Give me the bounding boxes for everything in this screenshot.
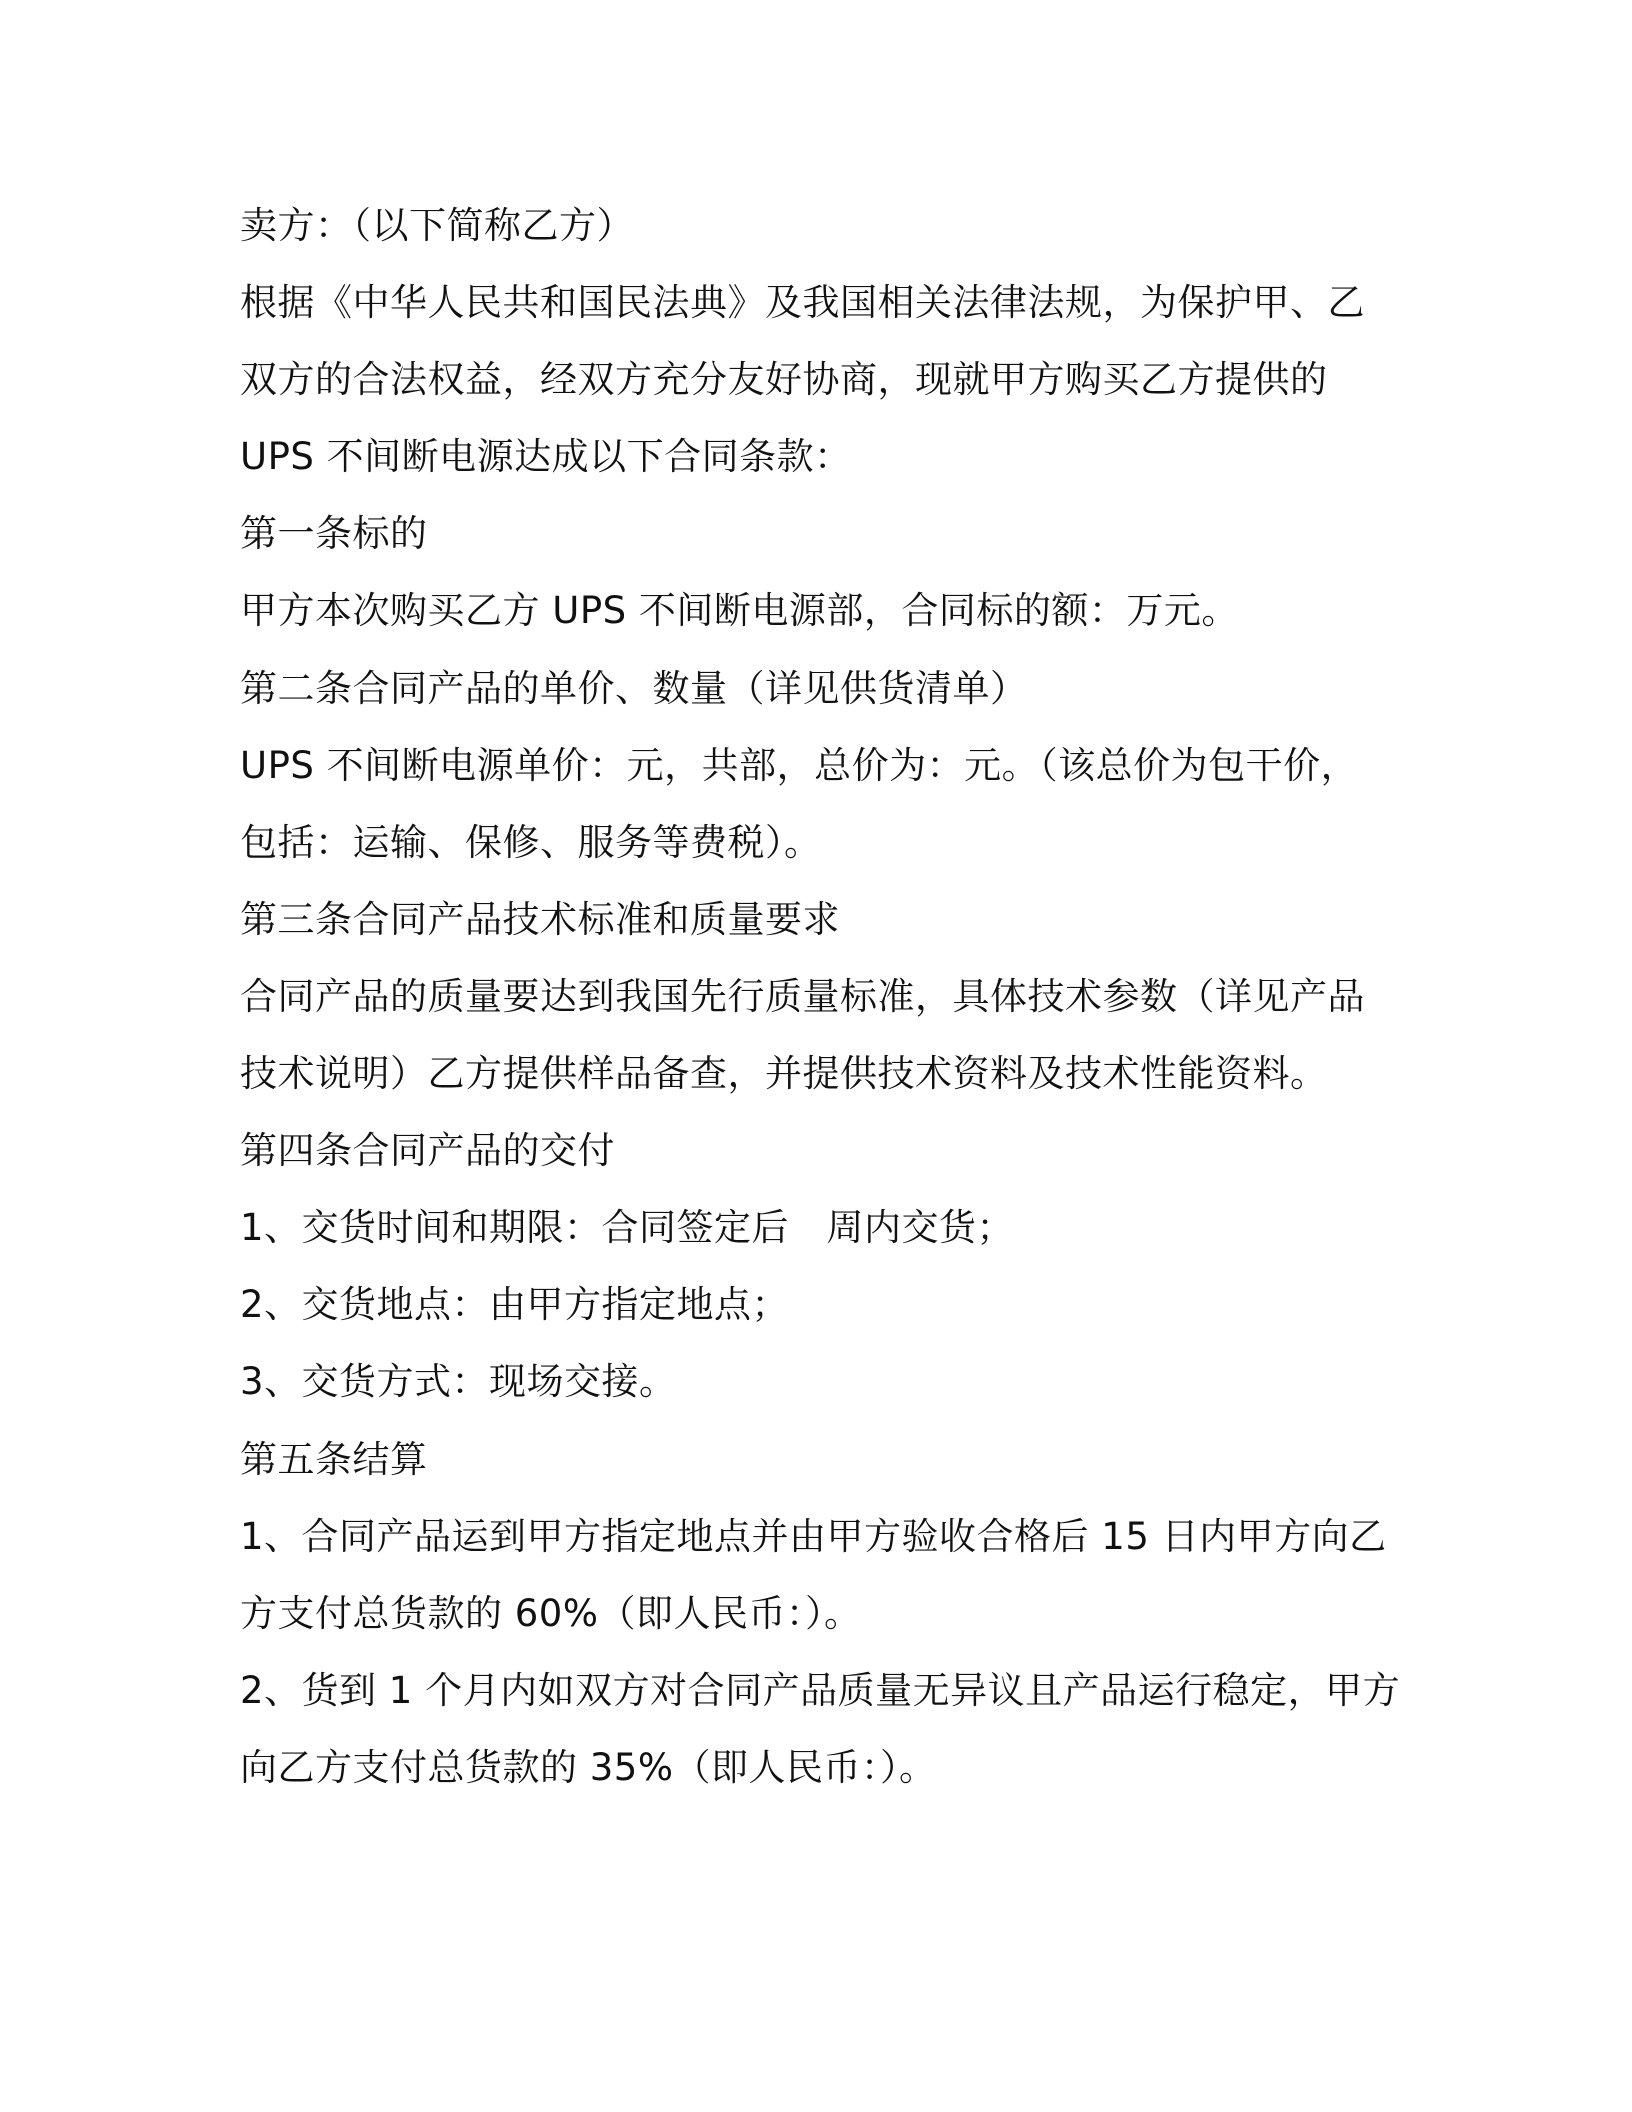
article-3-heading: 第三条合同产品技术标准和质量要求 xyxy=(240,897,840,941)
article-3-text-2: 技术说明）乙方提供样品备查，并提供技术资料及技术性能资料。 xyxy=(240,1052,1328,1096)
article-2-heading: 第二条合同产品的单价、数量（详见供货清单） xyxy=(240,666,1028,710)
contract-body xyxy=(240,187,1401,1806)
article-2-text-1: UPS 不间断电源单价：元，共部，总价为：元。（该总价为包干价， xyxy=(240,743,1359,787)
article-5-item-1-line-2: 方支付总货款的 60%（即人民币：）。 xyxy=(240,1591,862,1635)
article-2-text-2: 包括：运输、保修、服务等费税）。 xyxy=(240,820,822,864)
preamble-line-3: UPS 不间断电源达成以下合同条款： xyxy=(240,435,852,479)
article-5-item-1-line-1: 1、合同产品运到甲方指定地点并由甲方验收合格后 15 日内甲方向乙 xyxy=(240,1514,1387,1558)
article-4-item-3: 3、交货方式：现场交接。 xyxy=(240,1360,677,1404)
article-4-item-2: 2、交货地点：由甲方指定地点； xyxy=(240,1283,790,1327)
article-5-heading: 第五条结算 xyxy=(240,1437,428,1481)
article-5-item-2-line-2: 向乙方支付总货款的 35%（即人民币：）。 xyxy=(240,1745,937,1789)
seller-line: 卖方：（以下简称乙方） xyxy=(240,204,634,247)
article-4-item-1: 1、交货时间和期限：合同签定后 周内交货； xyxy=(240,1206,1015,1250)
article-4-heading: 第四条合同产品的交付 xyxy=(240,1129,615,1173)
article-1-text: 甲方本次购买乙方 UPS 不间断电源部，合同标的额：万元。 xyxy=(240,589,1239,633)
preamble-line-1: 根据《中华人民共和国民法典》及我国相关法律法规，为保护甲、乙 xyxy=(240,281,1365,325)
article-3-text-1: 合同产品的质量要达到我国先行质量标准，具体技术参数（详见产品 xyxy=(240,974,1365,1018)
article-1-heading: 第一条标的 xyxy=(240,512,428,556)
article-5-item-2-line-1: 2、货到 1 个月内如双方对合同产品质量无异议且产品运行稳定，甲方 xyxy=(240,1668,1401,1712)
preamble-line-2: 双方的合法权益，经双方充分友好协商，现就甲方购买乙方提供的 xyxy=(240,358,1328,402)
